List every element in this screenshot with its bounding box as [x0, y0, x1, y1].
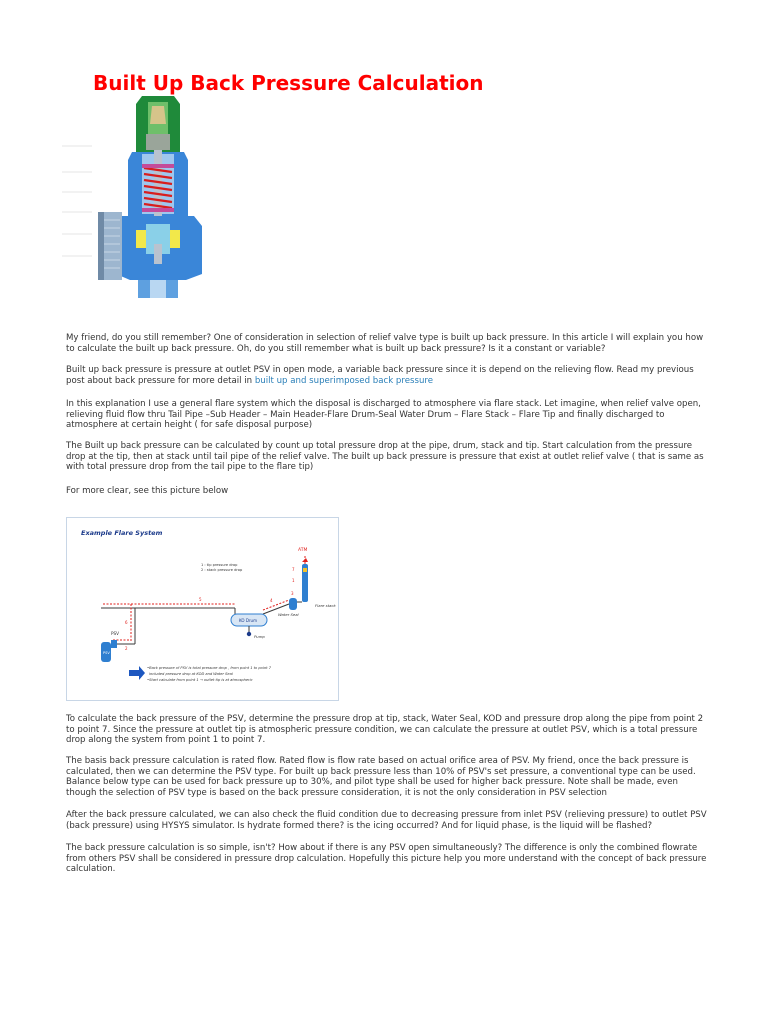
- back-pressure-article-link[interactable]: built up and superimposed back pressure: [254, 375, 434, 386]
- psv-label: PSV: [111, 631, 120, 636]
- paragraph-conclusion: The back pressure calculation is so simple, isn't? How about if there is any PSV open simultaneously? The difference is only the combined flowrate from others PSV shall be considered in pressure drop calculation. Hopefully this picture help you more understand with the concept of back pressure calculation.: [66, 843, 707, 874]
- paragraph-definition: [66, 365, 708, 386]
- paragraph-flare-system: In this explanation I use a general flare system which the disposal is discharged to atmosphere via flare stack. Let imagine, when relief valve open, relieving fluid flow thru Tail Pipe –Sub Header – Main Header-Flare Drum-Seal Water Drum – Flare Stack – Flare Tip and finally discharged to atmosphere at certain height ( for safe disposal purpose): [66, 399, 701, 430]
- note-line-3: •Start calculate from point 1 → outlet tip is at atmospheric: [147, 678, 253, 682]
- ko-drum-label: KO Drum: [239, 618, 257, 623]
- water-seal-label: Water Seal: [278, 612, 299, 617]
- flare-stack-label: Flare stack: [315, 603, 336, 608]
- figure-legend-2: 2 : stack pressure drop: [201, 568, 243, 572]
- note-line-1: •Back pressure of PSV is total pressure drop , from point 1 to point 7: [147, 666, 271, 670]
- paragraph-intro: My friend, do you still remember? One of consideration in selection of relief valve type is built up back pressure. In this article I will explain you how to calculate the built up back pressure. Oh, do you still remember what is built up back pressure? Is it a constant or variable?: [66, 333, 704, 354]
- paragraph-calculation: The Built up back pressure can be calculated by count up total pressure drop at the pipe, drum, stack and tip. Start calculation from the pressure drop at the tip, then at stack until tail pipe of the relief valve. The built up back pressure is pressure that exist at outlet relief valve ( that is same as with total pressure drop from the tail pipe to the flare tip): [66, 441, 704, 472]
- atm-label: ATM: [298, 548, 308, 553]
- point-2: 2: [125, 646, 128, 651]
- article-title: Built Up Back Pressure Calculation: [93, 71, 484, 95]
- paragraph-definition-text: Built up back pressure is pressure at outlet PSV in open mode, a variable back pressure since it is depend on the relieving flow. Read my previous post about back pressure for more detail in: [66, 365, 694, 386]
- paragraph-determine: To calculate the back pressure of the PSV, determine the pressure drop at tip, stack, Water Seal, KOD and pressure drop along the pipe from point 2 to point 7. Since the pressure at outlet tip is atmospheric pressure condition, we can calculate the pressure at outlet PSV, which is a total pressure drop along the system from point 1 to point 7.: [66, 714, 704, 745]
- relief-valve-illustration: [62, 94, 212, 298]
- point-3: 3: [291, 591, 294, 596]
- note-arrow-icon: [129, 666, 145, 680]
- pump-icon: [247, 632, 251, 636]
- point-4: 4: [270, 598, 273, 603]
- psv-vessel-label: PSV: [103, 651, 110, 655]
- point-6: 6: [125, 620, 128, 625]
- paragraph-see-picture: For more clear, see this picture below: [66, 486, 229, 496]
- point-5: 5: [199, 597, 202, 602]
- paragraph-rated-flow: The basis back pressure calculation is rated flow. Rated flow is flow rate based on actual orifice area of PSV. My friend, once the back pressure is calculated, then we can determine the PSV type. For built up back pressure less than 10% of PSV's set pressure, a conventional type can be used. Balance below type can be used for back pressure up to 30%, and pilot type shall be used for higher back pressure. Note shall be made, even though the selection of PSV type is based on the back pressure consideration, it is not the only consideration in PSV selection: [66, 756, 696, 798]
- figure-legend-1: 1 : tip pressure drop: [201, 563, 238, 567]
- flare-system-diagram: [67, 518, 338, 700]
- note-line-2: included pressure drop at KOD and Water Seal: [149, 672, 233, 676]
- point-1: 1: [292, 578, 295, 583]
- point-7: 7: [292, 567, 295, 572]
- pump-label: Pump: [254, 634, 265, 639]
- paragraph-hysys: After the back pressure calculated, we can also check the fluid condition due to decreasing pressure from inlet PSV (relieving pressure) to outlet PSV (back pressure) using HYSYS simulator. Is hydrate formed there? is the icing occurred? And for liquid phase, is the liquid will be flashed?: [66, 810, 707, 831]
- flare-system-figure: [66, 517, 339, 701]
- figure-title: Example Flare System: [81, 529, 163, 537]
- water-seal-vessel: [289, 598, 297, 610]
